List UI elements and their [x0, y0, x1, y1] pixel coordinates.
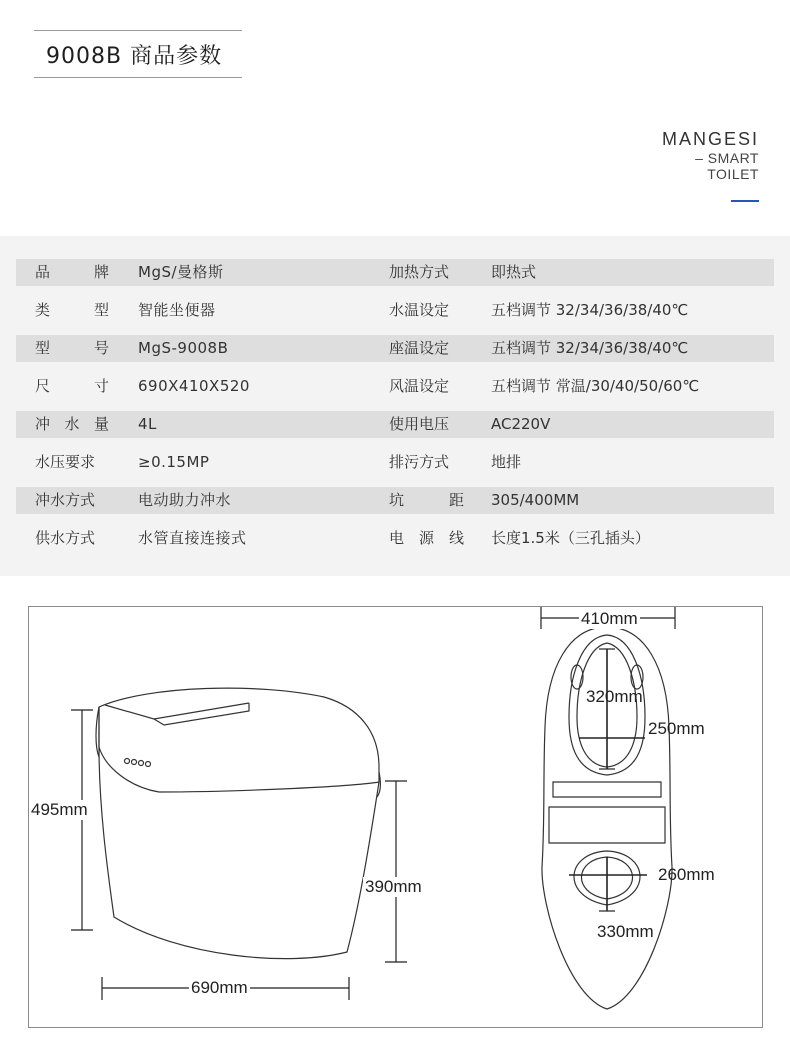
spec-row — [16, 373, 774, 400]
spec-value-left: 智能坐便器 — [138, 301, 216, 319]
dim-bowl-length: 330mm — [597, 922, 654, 941]
toilet-drawing — [29, 607, 764, 1029]
dim-seat-inner-width: 250mm — [648, 719, 705, 738]
spec-label-right: 风温设定 — [389, 377, 450, 395]
dim-side-height: 495mm — [31, 800, 88, 819]
spec-row — [16, 487, 774, 514]
spec-value-right: 五档调节 常温/30/40/50/60℃ — [491, 377, 700, 395]
spec-value-left: ≥0.15MP — [138, 453, 210, 471]
dim-bowl-width: 260mm — [658, 865, 715, 884]
spec-label-right: 坑 距 — [389, 491, 464, 509]
side-dimension-lines — [71, 710, 407, 1000]
spec-value-left: 水管直接连接式 — [138, 529, 247, 547]
spec-value-right: 五档调节 32/34/36/38/40℃ — [491, 339, 689, 357]
spec-label-right: 电 源 线 — [389, 529, 464, 547]
brand-line-1: MANGESI — [661, 129, 759, 149]
brand-line-3: TOILET — [707, 166, 759, 182]
top-dimension-lines — [541, 607, 675, 911]
spec-label-left: 冲 水 量 — [35, 415, 109, 433]
page-title: 9008B 商品参数 — [34, 30, 242, 78]
brand-logo-text — [662, 128, 759, 182]
spec-value-left: MgS-9008B — [138, 339, 229, 357]
dim-width: 410mm — [581, 609, 638, 628]
side-view-toilet — [96, 688, 380, 958]
dimension-diagram — [28, 606, 763, 1028]
spec-label-left: 尺 寸 — [35, 377, 109, 395]
spec-label-left: 水压要求 — [35, 453, 96, 471]
spec-row — [16, 335, 774, 362]
spec-value-right: 即热式 — [491, 263, 537, 281]
dim-seat-inner-length: 320mm — [586, 687, 643, 706]
spec-label-right: 加热方式 — [389, 263, 450, 281]
spec-value-right: 五档调节 32/34/36/38/40℃ — [491, 301, 689, 319]
spec-table — [0, 236, 790, 576]
spec-label-left: 冲水方式 — [35, 491, 96, 509]
spec-row — [16, 411, 774, 438]
spec-label-left: 品 牌 — [35, 263, 109, 281]
brand-accent-line — [731, 200, 759, 202]
spec-label-right: 排污方式 — [389, 453, 450, 471]
spec-label-right: 使用电压 — [389, 415, 450, 433]
spec-label-left: 供水方式 — [35, 529, 96, 547]
brand-line-2: – SMART — [695, 150, 759, 166]
spec-value-left: 电动助力冲水 — [138, 491, 232, 509]
spec-value-left: 4L — [138, 415, 157, 433]
spec-value-right: 长度1.5米（三孔插头） — [491, 529, 650, 547]
spec-value-right: 地排 — [491, 453, 522, 471]
spec-label-right: 水温设定 — [389, 301, 450, 319]
spec-row — [16, 525, 774, 552]
spec-value-right: AC220V — [491, 415, 551, 433]
spec-label-left: 类 型 — [35, 301, 109, 319]
dim-length: 690mm — [191, 978, 248, 997]
spec-value-left: MgS/曼格斯 — [138, 263, 224, 281]
spec-row — [16, 259, 774, 286]
spec-value-left: 690X410X520 — [138, 377, 250, 395]
spec-label-right: 座温设定 — [389, 339, 450, 357]
spec-label-left: 型 号 — [35, 339, 109, 357]
spec-value-right: 305/400MM — [491, 491, 580, 509]
spec-row — [16, 449, 774, 476]
dim-bowl-height: 390mm — [365, 877, 422, 896]
spec-row — [16, 297, 774, 324]
